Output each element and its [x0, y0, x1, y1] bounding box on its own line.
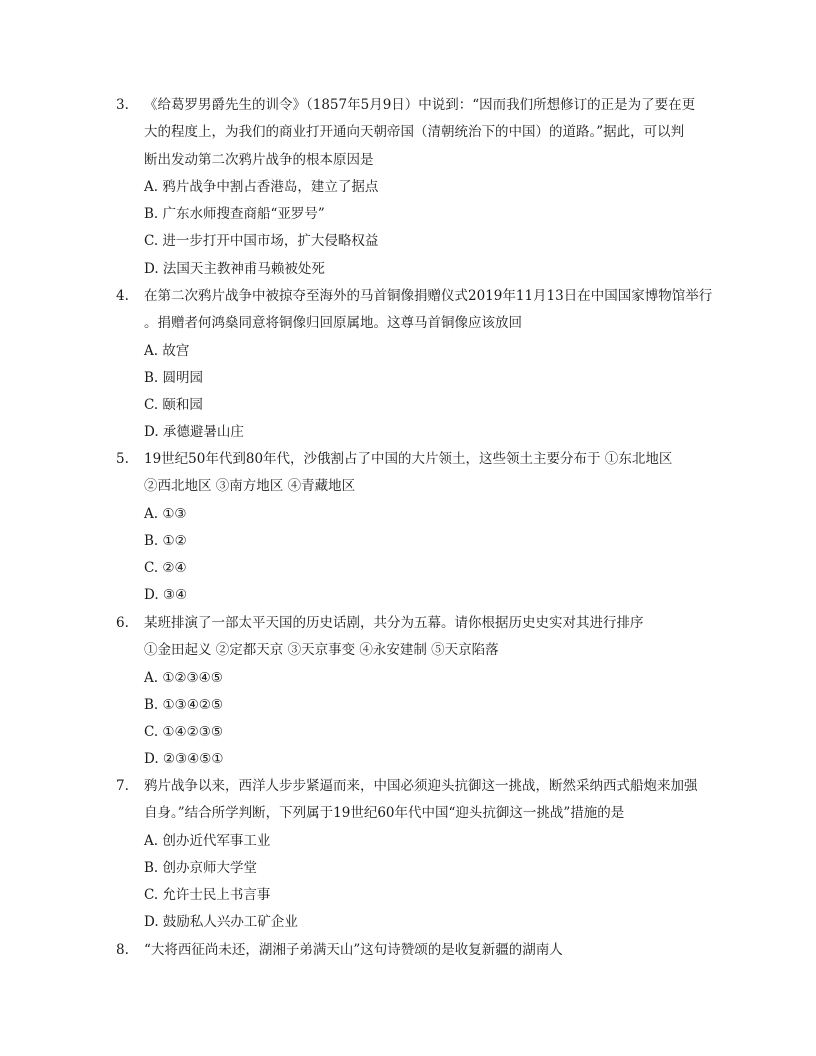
question-number: 4. [116, 288, 129, 304]
question-number: 6. [116, 615, 129, 631]
question-stem-line: 《给葛罗男爵先生的训令》（1857年5月9日）中说到：“因而我们所想修订的正是为了要在更 [144, 97, 696, 113]
option-c: C. ①④②③⑤ [144, 724, 223, 741]
option-a: A. 创办近代军事工业 [144, 832, 271, 849]
question-8 [116, 937, 726, 964]
option-c: C. ②④ [144, 560, 187, 577]
option-d: D. ②③④⑤① [144, 751, 224, 768]
question-stem-line: “大将西征尚未还，湖湘子弟满天山”这句诗赞颂的是收复新疆的湖南人 [144, 942, 563, 958]
option-b: B. ①③④②⑤ [144, 696, 224, 713]
question-3 [116, 92, 726, 283]
question-stem-line: 19世纪50年代到80年代，沙俄割占了中国的大片领土，这些领土主要分布于 ①东北地区 [144, 451, 673, 467]
option-c: C. 允许士民上书言事 [144, 887, 271, 904]
question-stem-line: 某班排演了一部太平天国的历史话剧，共分为五幕。请你根据历史史实对其进行排序 [144, 615, 644, 631]
question-number: 7. [116, 778, 129, 794]
question-6 [116, 610, 726, 774]
option-a: A. ①③ [144, 505, 187, 522]
question-stem-line: ①金田起义 ②定都天京 ③天京事变 ④永安建制 ⑤天京陷落 [144, 642, 499, 659]
option-c: C. 颐和园 [144, 397, 203, 414]
option-d: D. 鼓励私人兴办工矿企业 [144, 914, 298, 931]
option-b: B. 创办京师大学堂 [144, 859, 258, 876]
option-a: A. 故宫 [144, 342, 190, 359]
option-b: B. 广东水师搜查商船“亚罗号” [144, 206, 325, 223]
question-7 [116, 773, 726, 937]
question-number: 8. [116, 942, 129, 958]
question-stem-line: 。捐赠者何鸿燊同意将铜像归回原属地。这尊马首铜像应该放回 [144, 315, 522, 332]
question-stem-line: 自身。”结合所学判断，下列属于19世纪60年代中国“迎头抗御这一挑战”措施的是 [144, 805, 625, 822]
question-stem-line: 断出发动第二次鸦片战争的根本原因是 [144, 151, 374, 168]
question-number: 5. [116, 451, 129, 467]
option-a: A. 鸦片战争中割占香港岛，建立了据点 [144, 178, 379, 195]
question-stem-line: 鸦片战争以来，西洋人步步紧逼而来，中国必须迎头抗御这一挑战，断然采纳西式船炮来加强 [144, 778, 698, 794]
question-4 [116, 283, 726, 447]
option-b: B. ①② [144, 532, 187, 549]
option-d: D. ③④ [144, 587, 188, 604]
question-number: 3. [116, 97, 129, 113]
option-a: A. ①②③④⑤ [144, 669, 223, 686]
question-stem-line: 大的程度上，为我们的商业打开通向天朝帝国（清朝统治下的中国）的道路。”据此，可以判 [144, 124, 685, 141]
option-d: D. 承德避暑山庄 [144, 424, 244, 441]
option-b: B. 圆明园 [144, 369, 204, 386]
question-stem-line: 在第二次鸦片战争中被掠夺至海外的马首铜像捐赠仪式2019年11月13日在中国国家博物馆举行 [144, 288, 713, 304]
question-stem-line: ②西北地区 ③南方地区 ④青藏地区 [144, 478, 356, 495]
question-5 [116, 446, 726, 610]
option-d: D. 法国天主教神甫马赖被处死 [144, 260, 325, 277]
option-c: C. 进一步打开中国市场，扩大侵略权益 [144, 233, 379, 250]
